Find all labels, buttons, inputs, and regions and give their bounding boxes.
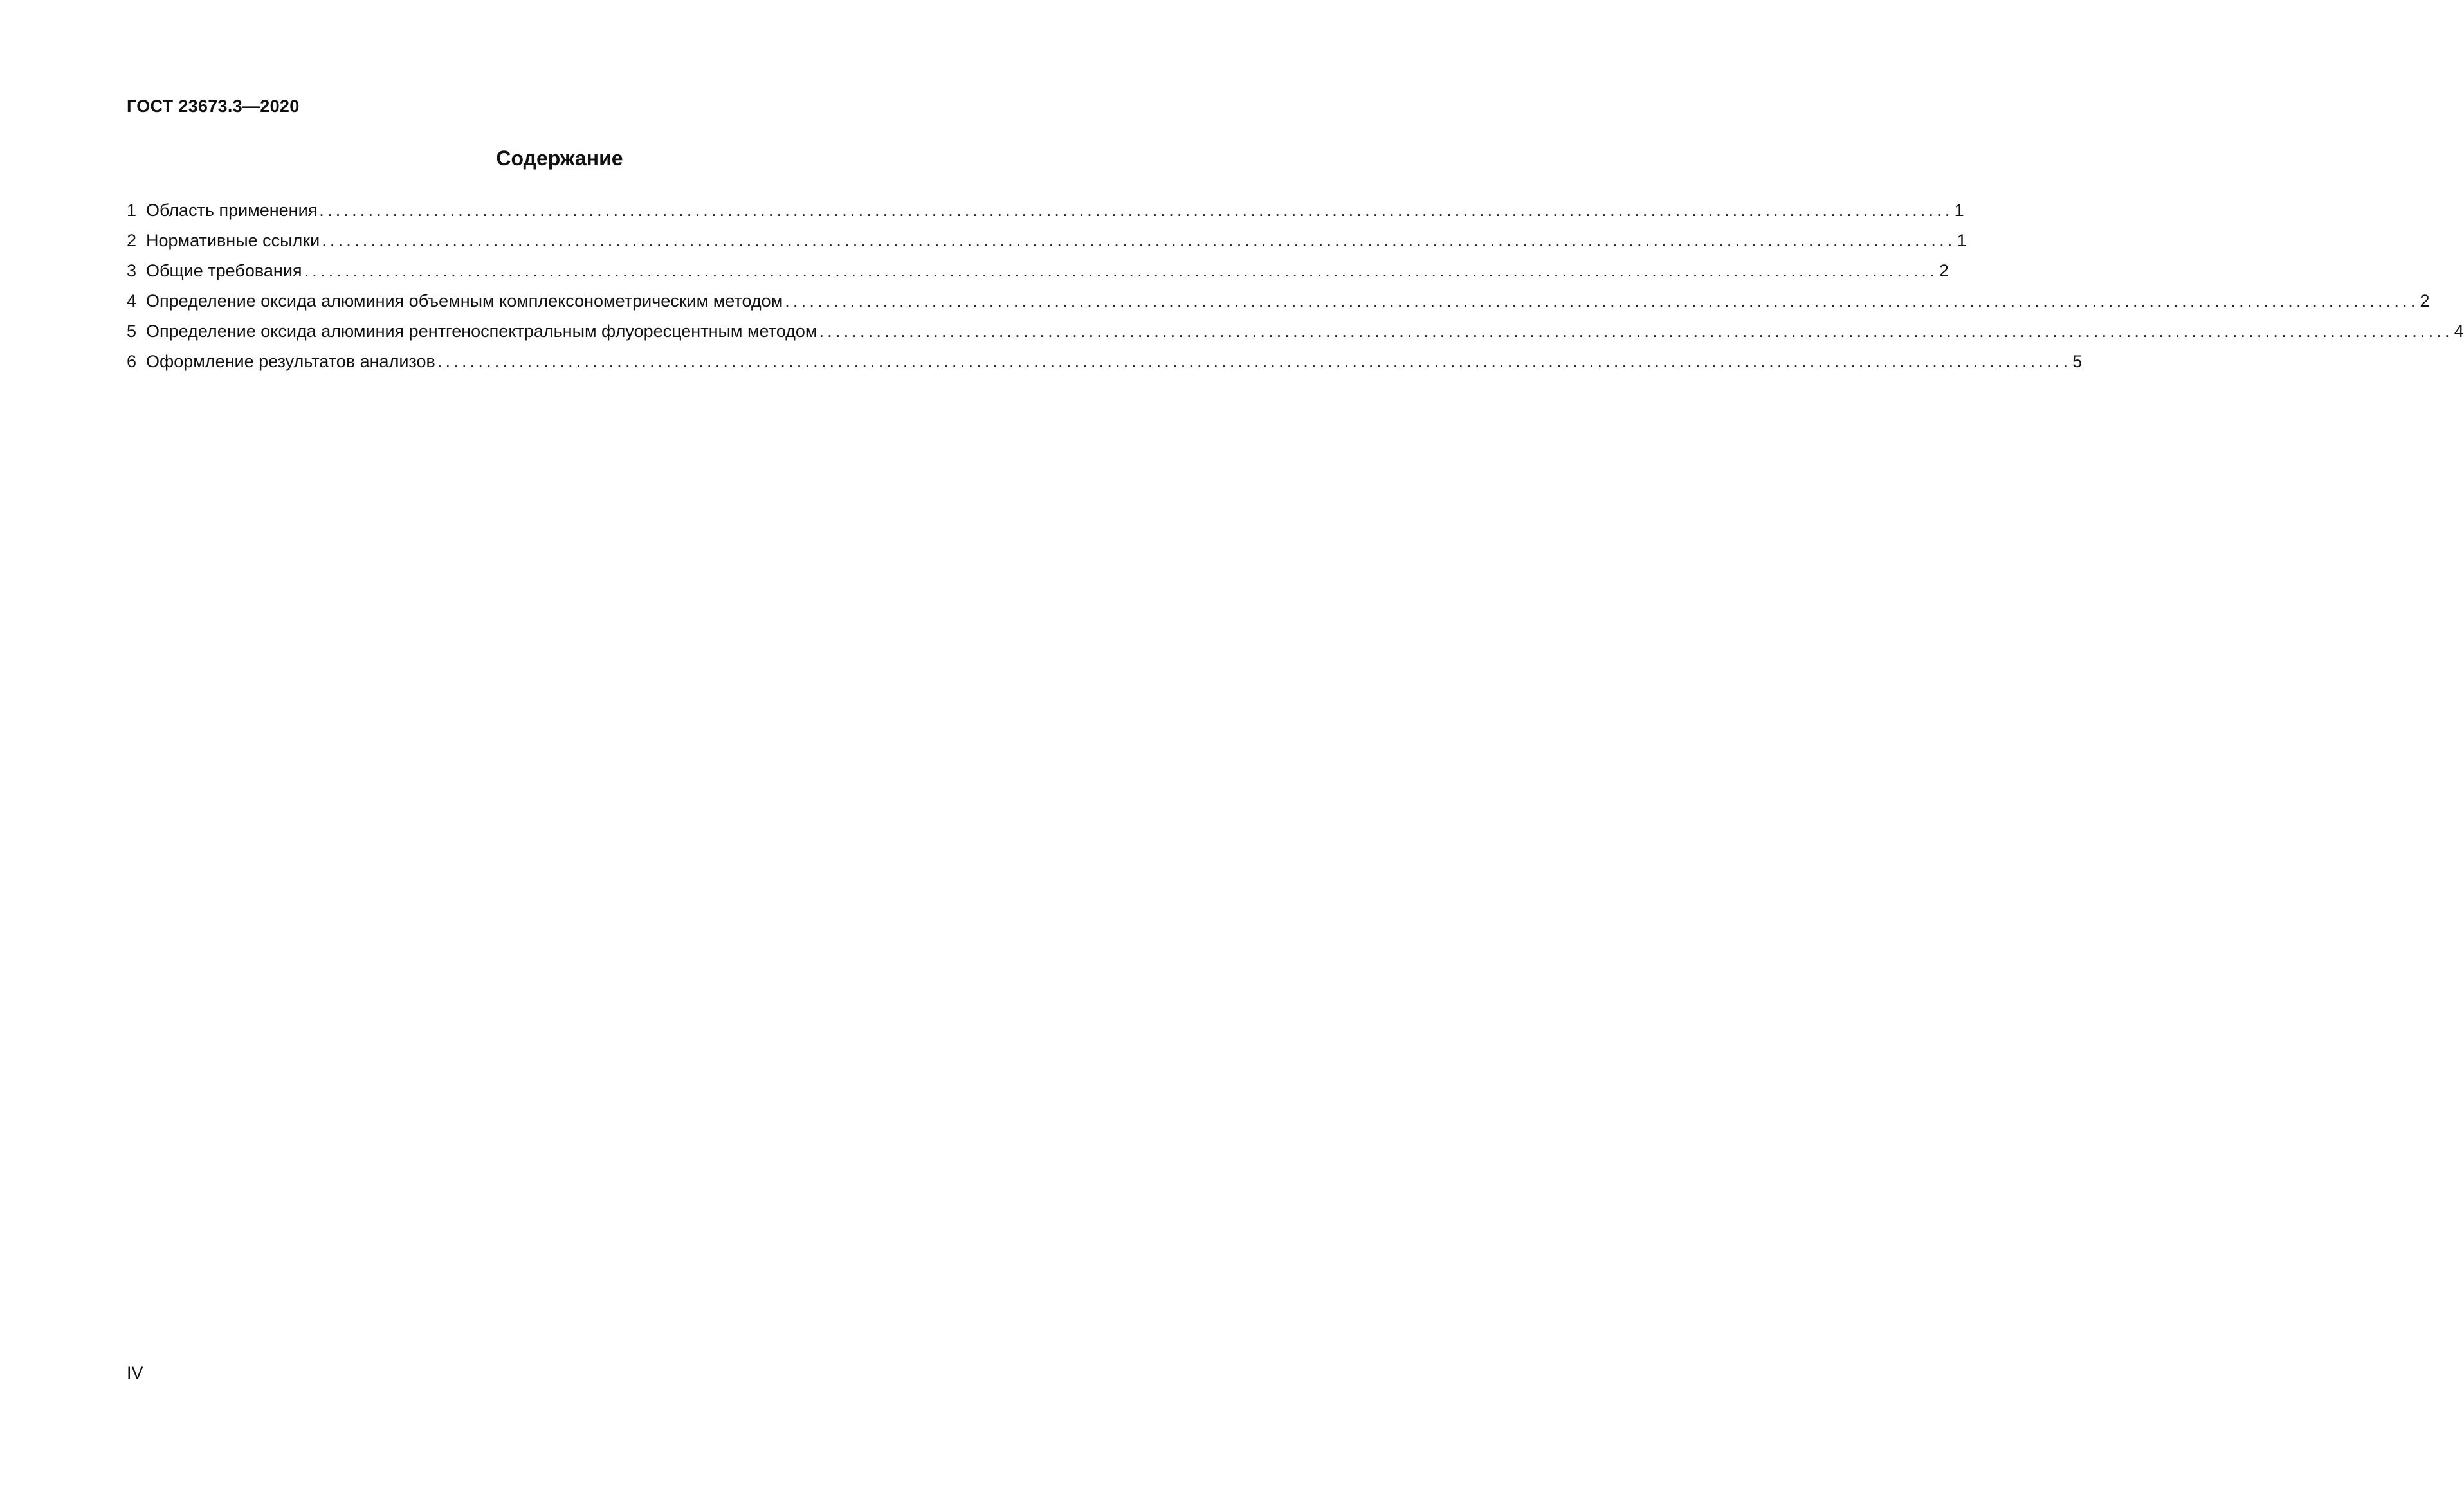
toc-entry-page: 2	[2420, 291, 2430, 311]
toc-entry[interactable]	[127, 286, 2430, 316]
toc-entry-page: 1	[1957, 231, 1967, 250]
toc-entry-title: Определение оксида алюминия рентгеноспектральным флуоресцентным методом	[146, 322, 817, 341]
toc-entry-title: Оформление результатов анализов	[146, 352, 435, 371]
toc-entry[interactable]	[127, 226, 1967, 256]
toc-entry-number: 5	[127, 322, 137, 341]
toc-entry-page: 2	[1939, 261, 1949, 280]
toc-entry-number: 3	[127, 261, 137, 280]
toc-entry-number: 2	[127, 231, 137, 250]
toc-dot-leader: ........................................................................................................................................................................................................	[437, 352, 2072, 371]
toc-dot-leader: ........................................................................................................................................................................................................	[304, 261, 1938, 280]
toc-entry-number: 6	[127, 352, 137, 371]
toc-dot-leader: ........................................................................................................................................................................................................	[322, 231, 1956, 250]
toc-title: Содержание	[496, 147, 623, 170]
toc-entry-title: Определение оксида алюминия объемным комплексонометрическим методом	[146, 291, 783, 311]
toc-entry-page: 4	[2454, 322, 2464, 341]
toc-entry-number: 1	[127, 201, 137, 220]
page-number: IV	[127, 1363, 143, 1382]
toc-entry[interactable]	[127, 316, 2464, 347]
toc-entry-number: 4	[127, 291, 137, 311]
table-of-contents	[127, 195, 2464, 377]
toc-entry-title: Общие требования	[146, 261, 302, 280]
toc-entry-title: Нормативные ссылки	[146, 231, 320, 250]
toc-entry[interactable]	[127, 256, 1949, 286]
toc-dot-leader: ........................................................................................................................................................................................................	[819, 322, 2453, 341]
toc-entry-page: 5	[2072, 352, 2083, 371]
toc-entry[interactable]	[127, 195, 1964, 226]
toc-entry[interactable]	[127, 347, 2083, 377]
toc-dot-leader: ........................................................................................................................................................................................................	[785, 291, 2419, 311]
document-code: ГОСТ 23673.3—2020	[127, 96, 300, 116]
toc-entry-title: Область применения	[146, 201, 318, 220]
toc-dot-leader: ........................................................................................................................................................................................................	[319, 201, 1953, 220]
toc-entry-page: 1	[1954, 201, 1964, 220]
